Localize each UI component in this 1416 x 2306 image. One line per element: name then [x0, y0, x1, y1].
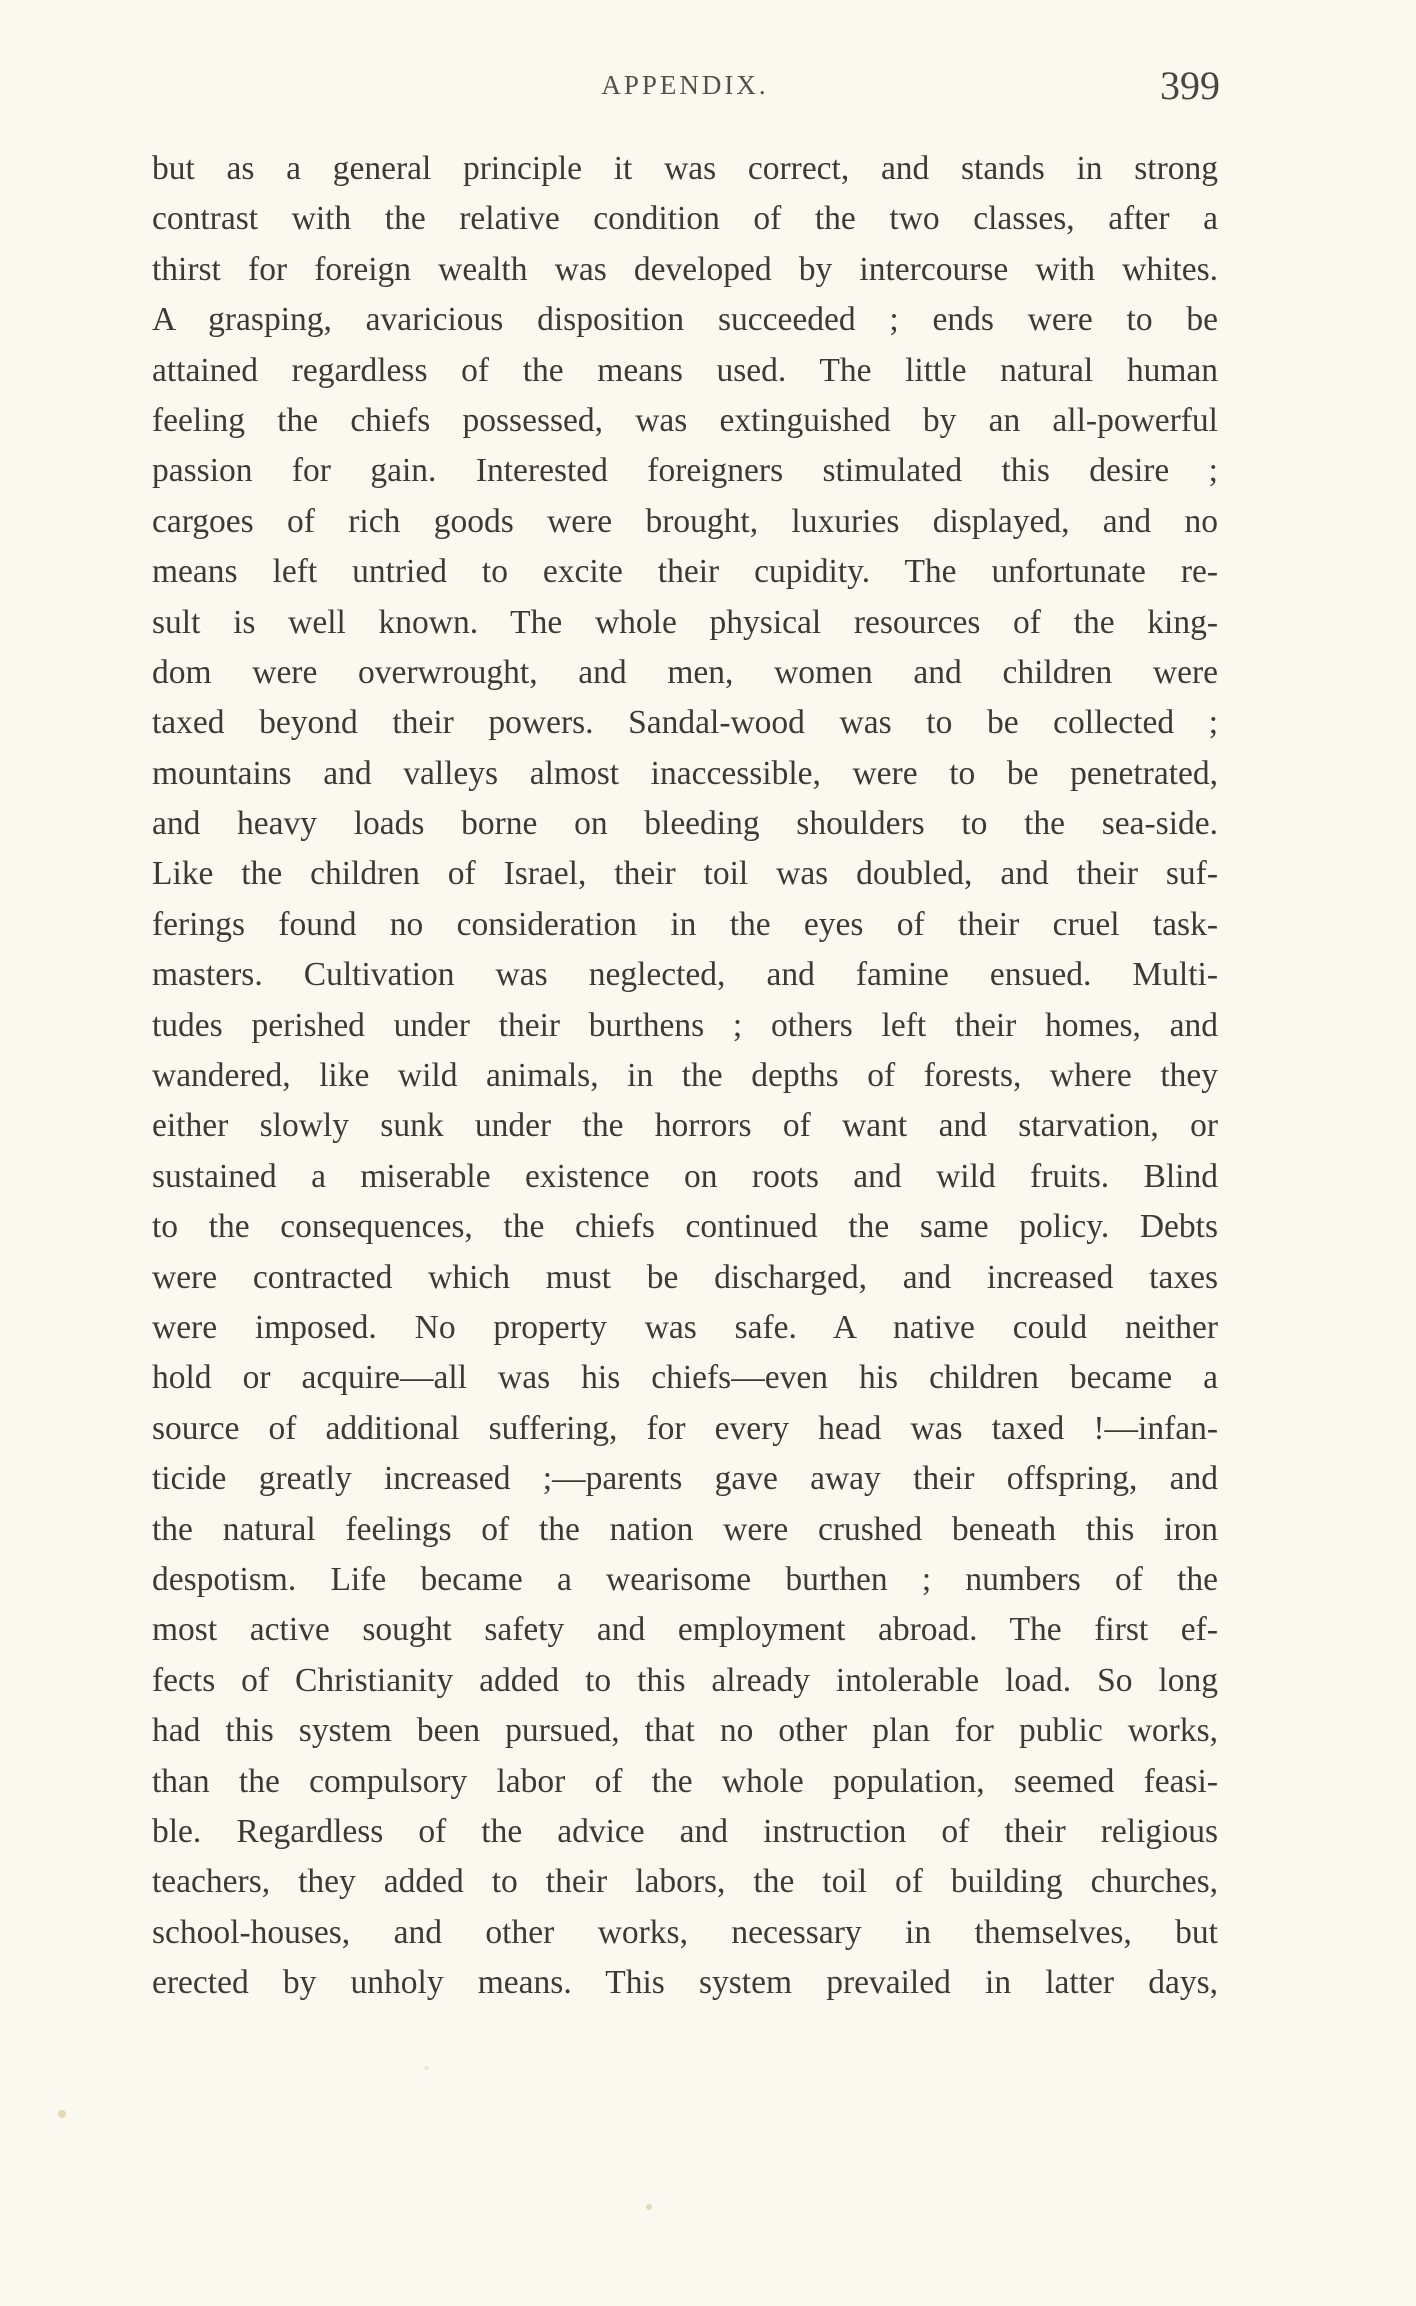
text-line: to the consequences, the chiefs continued the same policy. Debts: [152, 1208, 1218, 1246]
text-line: sult is well known. The whole physical resources of the king-: [152, 603, 1218, 641]
text-line: wandered, like wild animals, in the depths of forests, where they: [152, 1057, 1218, 1095]
text-line: either slowly sunk under the horrors of want and starvation, or: [152, 1107, 1218, 1145]
text-line: attained regardless of the means used. The little natural human: [152, 351, 1218, 389]
body-text: [152, 144, 1218, 2008]
text-line: were imposed. No property was safe. A native could neither: [152, 1308, 1218, 1346]
text-line: masters. Cultivation was neglected, and famine ensued. Multi-: [152, 956, 1218, 994]
text-line: dom were overwrought, and men, women and children were: [152, 653, 1218, 691]
text-line: means left untried to excite their cupidity. The unfortunate re-: [152, 553, 1218, 591]
text-line: cargoes of rich goods were brought, luxuries displayed, and no: [152, 502, 1218, 540]
text-line: A grasping, avaricious disposition succeeded ; ends were to be: [152, 301, 1218, 339]
paper-speck: [58, 2110, 66, 2118]
text-line: thirst for foreign wealth was developed by intercourse with whites.: [152, 250, 1218, 288]
text-line: hold or acquire—all was his chiefs—even his children became a: [152, 1359, 1218, 1397]
text-line: ferings found no consideration in the eyes of their cruel task-: [152, 905, 1218, 943]
text-line: contrast with the relative condition of the two classes, after a: [152, 200, 1218, 238]
text-line: mountains and valleys almost inaccessible, were to be penetrated,: [152, 754, 1218, 792]
text-line: had this system been pursued, that no other plan for public works,: [152, 1712, 1218, 1750]
paper-speck: [424, 2066, 429, 2070]
text-line: source of additional suffering, for every head was taxed !—infan-: [152, 1409, 1218, 1447]
text-line: sustained a miserable existence on roots and wild fruits. Blind: [152, 1157, 1218, 1195]
running-title: APPENDIX.: [601, 70, 769, 100]
text-line: despotism. Life became a wearisome burthen ; numbers of the: [152, 1560, 1218, 1598]
text-line: school-houses, and other works, necessary in themselves, but: [152, 1913, 1218, 1951]
text-line: than the compulsory labor of the whole population, seemed feasi-: [152, 1762, 1218, 1800]
text-line: erected by unholy means. This system prevailed in latter days,: [152, 1964, 1218, 2002]
text-line: feeling the chiefs possessed, was extinguished by an all-powerful: [152, 401, 1218, 439]
text-line: tudes perished under their burthens ; others left their homes, and: [152, 1006, 1218, 1044]
text-line: taxed beyond their powers. Sandal-wood was to be collected ;: [152, 704, 1218, 742]
page-number: 399: [1160, 63, 1220, 108]
text-line: Like the children of Israel, their toil was doubled, and their suf-: [152, 855, 1218, 893]
paper-speck: [646, 2204, 652, 2210]
text-line: ble. Regardless of the advice and instruction of their religious: [152, 1812, 1218, 1850]
text-line: teachers, they added to their labors, the toil of building churches,: [152, 1863, 1218, 1901]
text-line: the natural feelings of the nation were crushed beneath this iron: [152, 1510, 1218, 1548]
text-line: but as a general principle it was correct, and stands in strong: [152, 150, 1218, 187]
running-head: [150, 62, 1220, 112]
text-line: ticide greatly increased ;—parents gave away their offspring, and: [152, 1460, 1218, 1498]
text-line: fects of Christianity added to this already intolerable load. So long: [152, 1661, 1218, 1699]
text-line: and heavy loads borne on bleeding shoulders to the sea-side.: [152, 805, 1218, 843]
text-line: passion for gain. Interested foreigners stimulated this desire ;: [152, 452, 1218, 490]
text-line: were contracted which must be discharged, and increased taxes: [152, 1258, 1218, 1296]
text-line: most active sought safety and employment abroad. The first ef-: [152, 1611, 1218, 1649]
